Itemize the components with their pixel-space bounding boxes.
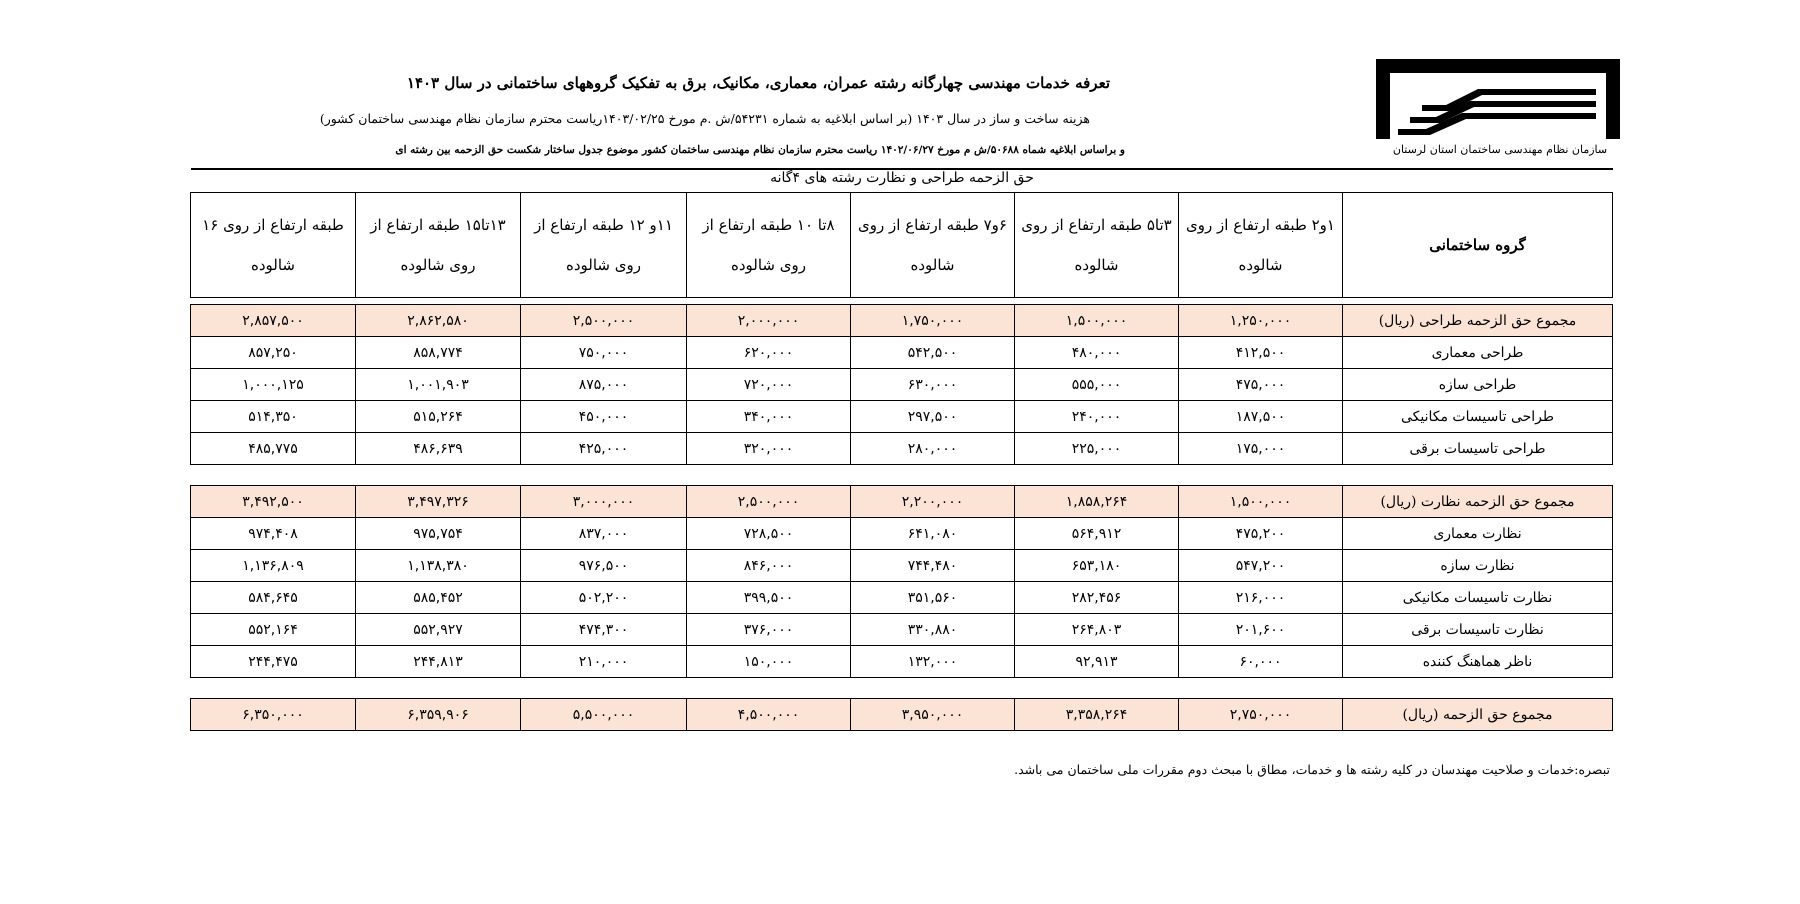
table-total-row <box>191 305 1613 337</box>
table-cell: ۱,۰۰۱,۹۰۳ <box>356 369 521 401</box>
table-cell: ۴۷۵,۲۰۰ <box>1179 518 1343 550</box>
table-cell: ۱,۸۵۸,۲۶۴ <box>1015 486 1179 518</box>
table-cell: ۲,۸۵۷,۵۰۰ <box>191 305 356 337</box>
table-spacer-row <box>191 465 1613 486</box>
table-cell: ۴,۵۰۰,۰۰۰ <box>687 699 851 731</box>
row-label: نظارت سازه <box>1343 550 1613 582</box>
row-label: مجموع حق الزحمه نظارت (ریال) <box>1343 486 1613 518</box>
table-caption: حق الزحمه طراحی و نظارت رشته های ۴گانه <box>770 170 1034 186</box>
table-cell: ۳,۹۵۰,۰۰۰ <box>851 699 1015 731</box>
table-cell: ۱,۰۰۰,۱۲۵ <box>191 369 356 401</box>
table-cell: ۱,۵۰۰,۰۰۰ <box>1015 305 1179 337</box>
table-cell: ۴۱۲,۵۰۰ <box>1179 337 1343 369</box>
row-label: طراحی سازه <box>1343 369 1613 401</box>
table-cell: ۹۷۵,۷۵۴ <box>356 518 521 550</box>
table-cell: ۳۹۹,۵۰۰ <box>687 582 851 614</box>
column-header: ۳تا۵ طبقه ارتفاع از روی شالوده <box>1015 193 1179 298</box>
table-row <box>191 646 1613 678</box>
table-cell: ۵۶۴,۹۱۲ <box>1015 518 1179 550</box>
table-cell: ۸۷۵,۰۰۰ <box>521 369 687 401</box>
table-cell: ۳,۴۹۷,۳۲۶ <box>356 486 521 518</box>
table-cell: ۲۹۷,۵۰۰ <box>851 401 1015 433</box>
table-cell: ۵,۵۰۰,۰۰۰ <box>521 699 687 731</box>
table-cell: ۲۱۶,۰۰۰ <box>1179 582 1343 614</box>
table-cell: ۱۳۲,۰۰۰ <box>851 646 1015 678</box>
column-header: ۱۱و ۱۲ طبقه ارتفاع از روی شالوده <box>521 193 687 298</box>
row-label: ناظر هماهنگ کننده <box>1343 646 1613 678</box>
table-cell: ۵۵۲,۱۶۴ <box>191 614 356 646</box>
table-cell: ۳۷۶,۰۰۰ <box>687 614 851 646</box>
table-cell: ۵۴۷,۲۰۰ <box>1179 550 1343 582</box>
table-row <box>191 401 1613 433</box>
row-label: مجموع حق الزحمه طراحی (ریال) <box>1343 305 1613 337</box>
table-cell: ۳۲۰,۰۰۰ <box>687 433 851 465</box>
table-cell: ۵۸۵,۴۵۲ <box>356 582 521 614</box>
document-subtitle-1: هزینه ساخت و ساز در سال ۱۴۰۳ (بر اساس ابلاغیه به شماره ۵۴۲۳۱/ش .م مورخ ۱۴۰۳/۰۲/۲۵ریاست محترم سازمان نظام مهندسی ساختمان کشور) <box>319 111 1090 126</box>
table-cell: ۵۸۴,۶۴۵ <box>191 582 356 614</box>
spacer-cell <box>191 465 1613 486</box>
row-label: نظارت تاسیسات مکانیکی <box>1343 582 1613 614</box>
table-cell: ۹۲,۹۱۳ <box>1015 646 1179 678</box>
table-cell: ۸۴۶,۰۰۰ <box>687 550 851 582</box>
spacer-cell <box>191 678 1613 699</box>
column-header: ۱۳تا۱۵ طبقه ارتفاع از روی شالوده <box>356 193 521 298</box>
table-cell: ۶۵۳,۱۸۰ <box>1015 550 1179 582</box>
table-cell: ۲۱۰,۰۰۰ <box>521 646 687 678</box>
table-cell: ۲۸۰,۰۰۰ <box>851 433 1015 465</box>
table-row <box>191 433 1613 465</box>
table-cell: ۶,۳۵۰,۰۰۰ <box>191 699 356 731</box>
table-cell: ۳,۳۵۸,۲۶۴ <box>1015 699 1179 731</box>
table-cell: ۲۰۱,۶۰۰ <box>1179 614 1343 646</box>
table-cell: ۳۵۱,۵۶۰ <box>851 582 1015 614</box>
row-label: طراحی معماری <box>1343 337 1613 369</box>
table-cell: ۵۱۴,۳۵۰ <box>191 401 356 433</box>
table-cell: ۴۲۵,۰۰۰ <box>521 433 687 465</box>
table-row <box>191 582 1613 614</box>
table-cell: ۲,۸۶۲,۵۸۰ <box>356 305 521 337</box>
table-cell: ۱,۲۵۰,۰۰۰ <box>1179 305 1343 337</box>
table-cell: ۶۴۱,۰۸۰ <box>851 518 1015 550</box>
table-cell: ۴۸۶,۶۳۹ <box>356 433 521 465</box>
table-row <box>191 550 1613 582</box>
table-row <box>191 614 1613 646</box>
table-cell: ۷۲۰,۰۰۰ <box>687 369 851 401</box>
table-cell: ۵۴۲,۵۰۰ <box>851 337 1015 369</box>
table-cell: ۴۸۵,۷۷۵ <box>191 433 356 465</box>
table-cell: ۵۱۵,۲۶۴ <box>356 401 521 433</box>
table-cell: ۵۰۲,۲۰۰ <box>521 582 687 614</box>
table-total-row <box>191 486 1613 518</box>
table-cell: ۲۸۲,۴۵۶ <box>1015 582 1179 614</box>
table-cell: ۸۵۸,۷۷۴ <box>356 337 521 369</box>
row-label: نظارت تاسیسات برقی <box>1343 614 1613 646</box>
table-cell: ۱۵۰,۰۰۰ <box>687 646 851 678</box>
table-cell: ۳,۰۰۰,۰۰۰ <box>521 486 687 518</box>
table-cell: ۶۰,۰۰۰ <box>1179 646 1343 678</box>
table-cell: ۴۵۰,۰۰۰ <box>521 401 687 433</box>
table-cell: ۷۵۰,۰۰۰ <box>521 337 687 369</box>
row-label: طراحی تاسیسات مکانیکی <box>1343 401 1613 433</box>
table-cell: ۴۸۰,۰۰۰ <box>1015 337 1179 369</box>
table-cell: ۶۲۰,۰۰۰ <box>687 337 851 369</box>
logo-emblem-icon <box>1370 55 1630 145</box>
table-row <box>191 337 1613 369</box>
column-header: ۶و۷ طبقه ارتفاع از روی شالوده <box>851 193 1015 298</box>
table-cell: ۲,۵۰۰,۰۰۰ <box>521 305 687 337</box>
table-cell: ۱,۱۳۶,۸۰۹ <box>191 550 356 582</box>
table-cell: ۱,۷۵۰,۰۰۰ <box>851 305 1015 337</box>
column-header: طبقه ارتفاع از روی ۱۶ شالوده <box>191 193 356 298</box>
table-cell: ۲۴۴,۸۱۳ <box>356 646 521 678</box>
table-cell: ۲۲۵,۰۰۰ <box>1015 433 1179 465</box>
table-cell: ۶۳۰,۰۰۰ <box>851 369 1015 401</box>
column-header-group: گروه ساختمانی <box>1343 193 1613 298</box>
table-cell: ۳,۴۹۲,۵۰۰ <box>191 486 356 518</box>
table-cell: ۷۴۴,۴۸۰ <box>851 550 1015 582</box>
fee-table-container <box>191 192 1613 731</box>
table-row <box>191 518 1613 550</box>
table-cell: ۲,۲۰۰,۰۰۰ <box>851 486 1015 518</box>
column-header: ۱و۲ طبقه ارتفاع از روی شالوده <box>1179 193 1343 298</box>
row-label: مجموع حق الزحمه (ریال) <box>1343 699 1613 731</box>
table-cell: ۱۷۵,۰۰۰ <box>1179 433 1343 465</box>
table-cell: ۲۴۰,۰۰۰ <box>1015 401 1179 433</box>
logo-caption: سازمان نظام مهندسی ساختمان استان لرستان <box>1392 143 1608 156</box>
table-cell: ۲,۵۰۰,۰۰۰ <box>687 486 851 518</box>
table-cell: ۵۵۵,۰۰۰ <box>1015 369 1179 401</box>
table-cell: ۱,۵۰۰,۰۰۰ <box>1179 486 1343 518</box>
table-cell: ۲۶۴,۸۰۳ <box>1015 614 1179 646</box>
fee-table-body <box>191 193 1613 731</box>
table-header-row <box>191 193 1613 298</box>
table-spacer-row <box>191 298 1613 305</box>
footnote: تبصره:خدمات و صلاحیت مهندسان در کلیه رشته ها و خدمات، مطاق با مبحث دوم مقررات ملی ساختمان می باشد. <box>1014 762 1610 777</box>
table-cell: ۶,۳۵۹,۹۰۶ <box>356 699 521 731</box>
table-cell: ۵۵۲,۹۲۷ <box>356 614 521 646</box>
table-cell: ۳۳۰,۸۸۰ <box>851 614 1015 646</box>
table-cell: ۲,۷۵۰,۰۰۰ <box>1179 699 1343 731</box>
table-cell: ۴۷۵,۰۰۰ <box>1179 369 1343 401</box>
spacer-cell <box>191 298 1613 305</box>
row-label: طراحی تاسیسات برقی <box>1343 433 1613 465</box>
table-cell: ۹۷۶,۵۰۰ <box>521 550 687 582</box>
table-cell: ۱۸۷,۵۰۰ <box>1179 401 1343 433</box>
table-cell: ۴۷۴,۳۰۰ <box>521 614 687 646</box>
table-cell: ۲۴۴,۴۷۵ <box>191 646 356 678</box>
row-label: نظارت معماری <box>1343 518 1613 550</box>
table-cell: ۸۳۷,۰۰۰ <box>521 518 687 550</box>
table-row <box>191 369 1613 401</box>
table-cell: ۷۲۸,۵۰۰ <box>687 518 851 550</box>
table-total-row <box>191 699 1613 731</box>
table-cell: ۳۴۰,۰۰۰ <box>687 401 851 433</box>
document-title: تعرفه خدمات مهندسی چهارگانه رشته عمران، معماری، مکانیک، برق به تفکیک گروههای ساختمانی در سال ۱۴۰۳ <box>406 74 1110 92</box>
fee-table <box>190 192 1613 731</box>
table-cell: ۲,۰۰۰,۰۰۰ <box>687 305 851 337</box>
column-header: ۸تا ۱۰ طبقه ارتفاع از روی شالوده <box>687 193 851 298</box>
table-cell: ۱,۱۳۸,۳۸۰ <box>356 550 521 582</box>
table-spacer-row <box>191 678 1613 699</box>
table-cell: ۹۷۴,۴۰۸ <box>191 518 356 550</box>
document-subtitle-2: و براساس ابلاغیه شماه ۵۰۶۸۸/ش م مورخ ۱۴۰۲/۰۶/۲۷ ریاست محترم سازمان نظام مهندسی ساختمان کشور موضوع جدول ساختار شکست حق الزحمه بین رشته ای <box>395 144 1125 156</box>
table-cell: ۸۵۷,۲۵۰ <box>191 337 356 369</box>
